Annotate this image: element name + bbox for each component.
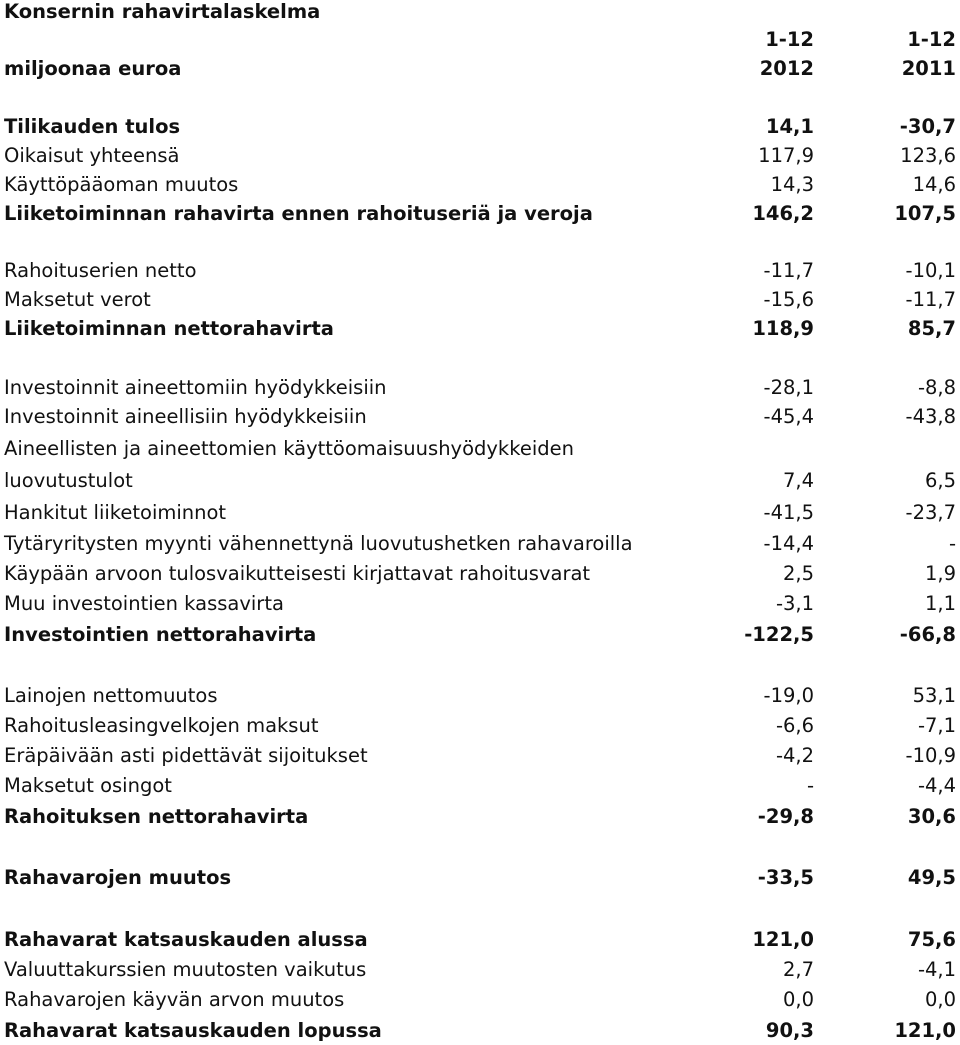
table-row	[4, 172, 956, 198]
table-row	[4, 804, 956, 830]
table-row	[4, 987, 956, 1013]
table-row	[4, 622, 956, 648]
value-2011: 49,5	[907, 866, 956, 889]
value-2012: -29,8	[757, 805, 814, 828]
value-2011: -4,1	[917, 958, 956, 981]
value-2012: -45,4	[763, 405, 814, 428]
table-row	[4, 591, 956, 617]
value-2012: 14,1	[765, 115, 814, 138]
value-2011: -66,8	[899, 623, 956, 646]
value-2012: 117,9	[758, 144, 814, 167]
row-label: Oikaisut yhteensä	[4, 144, 180, 167]
row-label: luovutustulot	[4, 469, 133, 492]
value-2012: -122,5	[744, 623, 814, 646]
row-label: Aineellisten ja aineettomien käyttöomaisuushyödykkeiden	[4, 437, 574, 460]
unit-label: miljoonaa euroa	[4, 57, 182, 80]
value-2012: 14,3	[770, 173, 814, 196]
value-2011: -10,9	[905, 744, 956, 767]
value-2011: -30,7	[899, 115, 956, 138]
value-2011: 30,6	[907, 805, 956, 828]
table-row	[4, 531, 956, 557]
value-2011: -7,1	[917, 714, 956, 737]
table-row	[4, 404, 956, 430]
row-label: Käyttöpääoman muutos	[4, 173, 239, 196]
value-2012: 0,0	[782, 988, 814, 1011]
value-2011: -43,8	[905, 405, 956, 428]
value-2011: 75,6	[907, 928, 956, 951]
value-2011: 1,1	[924, 592, 956, 615]
table-row	[4, 713, 956, 739]
value-2012: -14,4	[763, 532, 814, 555]
table-row	[4, 375, 956, 401]
table-row	[4, 500, 956, 526]
table-row	[4, 436, 956, 462]
value-2012: -11,7	[763, 259, 814, 282]
value-2011: 14,6	[912, 173, 956, 196]
value-2012: -19,0	[763, 684, 814, 707]
row-label: Muu investointien kassavirta	[4, 592, 284, 615]
header-year-row	[4, 56, 956, 82]
value-2012: 90,3	[765, 1019, 814, 1042]
value-2011: 121,0	[894, 1019, 956, 1042]
row-label: Rahavarat katsauskauden alussa	[4, 928, 368, 951]
table-row	[4, 258, 956, 284]
row-label: Rahoituserien netto	[4, 259, 197, 282]
value-2011: -8,8	[917, 376, 956, 399]
value-2012: 146,2	[752, 202, 814, 225]
value-2012: -3,1	[775, 592, 814, 615]
table-row	[4, 287, 956, 313]
col2-year: 2011	[901, 57, 956, 80]
value-2012: -	[806, 774, 814, 797]
row-label: Eräpäivään asti pidettävät sijoitukset	[4, 744, 368, 767]
table-row	[4, 468, 956, 494]
row-label: Maksetut verot	[4, 288, 151, 311]
col2-period: 1-12	[907, 28, 956, 51]
value-2011: -4,4	[917, 774, 956, 797]
value-2012: 121,0	[752, 928, 814, 951]
table-row	[4, 683, 956, 709]
value-2011: 1,9	[924, 562, 956, 585]
row-label: Rahoituksen nettorahavirta	[4, 805, 309, 828]
value-2011: 6,5	[924, 469, 956, 492]
row-label: Rahavarojen käyvän arvon muutos	[4, 988, 345, 1011]
col1-year: 2012	[759, 57, 814, 80]
row-label: Rahavarojen muutos	[4, 866, 232, 889]
row-label: Maksetut osingot	[4, 774, 172, 797]
value-2012: -15,6	[763, 288, 814, 311]
table-row	[4, 316, 956, 342]
row-label: Valuuttakurssien muutosten vaikutus	[4, 958, 367, 981]
row-label: Rahavarat katsauskauden lopussa	[4, 1019, 382, 1042]
row-label: Investoinnit aineettomiin hyödykkeisiin	[4, 376, 387, 399]
value-2012: -6,6	[775, 714, 814, 737]
value-2012: -33,5	[757, 866, 814, 889]
value-2011: -11,7	[905, 288, 956, 311]
page-title: Konsernin rahavirtalaskelma	[4, 0, 321, 23]
row-label: Rahoitusleasingvelkojen maksut	[4, 714, 319, 737]
value-2011: 123,6	[900, 144, 956, 167]
table-row	[4, 114, 956, 140]
value-2012: 118,9	[752, 317, 814, 340]
value-2012: -4,2	[775, 744, 814, 767]
row-label: Liiketoiminnan nettorahavirta	[4, 317, 334, 340]
value-2012: -28,1	[763, 376, 814, 399]
value-2011: 0,0	[924, 988, 956, 1011]
table-row	[4, 865, 956, 891]
value-2011: -23,7	[905, 501, 956, 524]
value-2012: 2,7	[782, 958, 814, 981]
row-label: Liiketoiminnan rahavirta ennen rahoituseriä ja veroja	[4, 202, 593, 225]
value-2011: 107,5	[894, 202, 956, 225]
value-2012: 7,4	[782, 469, 814, 492]
table-row	[4, 143, 956, 169]
header-period-row	[4, 27, 956, 53]
value-2011: -10,1	[905, 259, 956, 282]
row-label: Lainojen nettomuutos	[4, 684, 218, 707]
row-label: Investointien nettorahavirta	[4, 623, 317, 646]
table-row	[4, 773, 956, 799]
value-2012: 2,5	[782, 562, 814, 585]
row-label: Investoinnit aineellisiin hyödykkeisiin	[4, 405, 367, 428]
value-2011: 53,1	[912, 684, 956, 707]
table-row	[4, 561, 956, 587]
row-label: Hankitut liiketoiminnot	[4, 501, 227, 524]
row-label: Käypään arvoon tulosvaikutteisesti kirjattavat rahoitusvarat	[4, 562, 591, 585]
table-row	[4, 927, 956, 953]
value-2011: 85,7	[907, 317, 956, 340]
table-row	[4, 1018, 956, 1044]
table-row	[4, 957, 956, 983]
table-row	[4, 201, 956, 227]
row-label: Tytäryritysten myynti vähennettynä luovutushetken rahavaroilla	[4, 532, 633, 555]
table-row	[4, 743, 956, 769]
col1-period: 1-12	[765, 28, 814, 51]
value-2012: -41,5	[763, 501, 814, 524]
row-label: Tilikauden tulos	[4, 115, 181, 138]
value-2011: -	[948, 532, 956, 555]
